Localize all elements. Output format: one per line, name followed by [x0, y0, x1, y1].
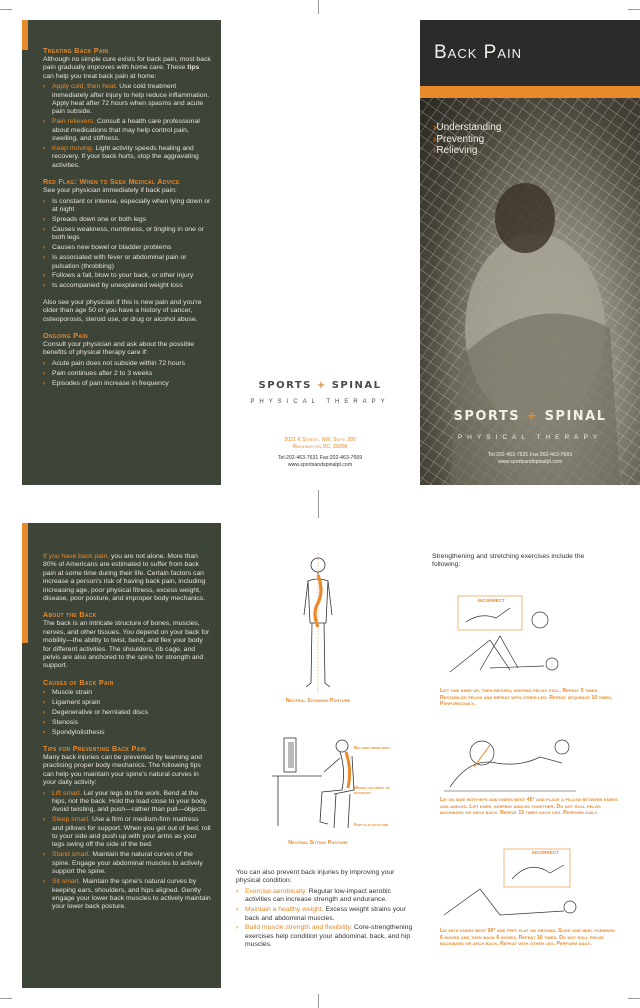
crop-mark [628, 998, 640, 999]
list-item: › Lift smart. Let your legs do the work. Bend at the hips, not the back. Hold the load close to your body. Avoid twisting, and push—rather than pull—objects. [43, 789, 208, 814]
cover-web[interactable]: www.sportsandspinalpt.com [497, 459, 563, 465]
list-item: › Sleep smart. Use a firm or medium-firm mattress and pillows for support. When you get out of bed, roll to your side and push up with your arms as your legs swing off the side of the bed. [43, 816, 211, 849]
incorrect-label: INCORRECT [478, 598, 505, 603]
exercises-intro [432, 553, 602, 570]
treating-intro: Although no simple cure exists for back pain, most back pain gradually improves with home care. These tips can help you treat back pain at home: [43, 56, 211, 80]
list-item: › Is accompanied by unexplained weight loss [43, 282, 183, 290]
list-item: › Follows a fall, blow to your back, or other injury [43, 272, 194, 280]
logo-word-spinal: SPINAL [331, 380, 382, 391]
standing-caption: Neutral Standing Posture [285, 698, 351, 704]
ongoing-heading: Ongoing Pain [43, 330, 88, 340]
list-item: › Causes weakness, numbness, or tingling in one or both legs [43, 225, 204, 242]
list-item: › Episodes of pain increase in frequency [43, 379, 169, 387]
logo-plus: + [316, 380, 327, 391]
crop-mark [318, 490, 319, 518]
exercises-intro-text: Strengthening and stretching exercises include the following: [432, 553, 585, 569]
logo-plus: + [526, 409, 539, 424]
causes-heading: Causes of Back Pain [43, 677, 114, 687]
list-item: › Sit smart. Maintain the spine's natural curves by keeping ears, shoulders, and hips aligned. Gently engage your lower back muscles to actively maintain your lower back posture. [43, 878, 211, 911]
tagline: ›Relieving [433, 145, 478, 156]
ongoing-section [43, 331, 211, 388]
list-item: › Build muscle strength and flexibility. Core-strengthening exercises help condition your abdominal, back, and hip muscles. [236, 924, 413, 949]
exercise-figure-1 [440, 592, 580, 682]
about-section [43, 610, 211, 670]
redflag-intro: See your physician immediately if back pain: [43, 187, 177, 195]
treating-section [43, 46, 211, 395]
prevent-intro: You can also prevent back injuries by improving your physical condition: [236, 869, 395, 885]
address-street: 2021 K Street, NW, Suite 300 [284, 437, 356, 443]
address-phone: Tel:202-463-7631 Fax:202-463-7669 [277, 455, 363, 461]
cover-phone: Tel:202-463-7631 Fax:202-463-7669 [487, 452, 573, 458]
list-item: › Stand smart. Maintain the natural curves of the spine. Engage your abdominal muscles to actively support the spine. [43, 851, 203, 876]
crop-mark [628, 9, 640, 10]
list-item: › Stenosis [43, 718, 79, 726]
address-block [222, 437, 418, 469]
logo-subtitle: PHYSICAL THERAPY [457, 434, 603, 441]
list-item: › Spreads down one or both legs [43, 216, 147, 223]
list-item: › Pain relievers. Consult a health care professional about medications that may help control pain, swelling, and stiffness. [43, 118, 200, 143]
tagline: ›Preventing [433, 133, 485, 145]
ongoing-intro: Consult your physician and ask about the possible benefits of physical therapy care if: [43, 340, 195, 357]
intro-paragraph: If you have back pain, you are not alone. More than 80% of Americans are estimated to suffer from back pain at some time during their life. Certain factors can increase a person's risk of having back pain, including increasing age, poor physical fitness, excess weight, disease, poor posture, and improper body mechanics. [43, 553, 206, 603]
list-item: › Maintain a healthy weight. Excess weight strains your back and abdominal muscles. [236, 906, 406, 922]
cover-orange-band [420, 86, 640, 98]
about-heading: About the Back [43, 610, 97, 620]
exercise-caption: Lie with knees bent 90° and feet flat on ground. Slide one heel forward 6 inches and then back 6 inches. Repeat 10 times. Do not roll pelvis backward or arch back. Repeat with other leg. Perform daily. [440, 928, 615, 947]
about-text: The back is an intricate structure of bones, muscles, nerves, and other tissues. You depend on your back for mobility—the ability to twist, bend, and flex your body for different activities. The shoulders, rib cage, and pelvis are also anchored to the spine for strength and support. [43, 620, 210, 670]
inside-left-content [43, 553, 211, 919]
crop-mark [318, 0, 319, 14]
standing-posture-figure [278, 553, 358, 693]
list-item: › Degenerative or herniated discs [43, 708, 148, 716]
cover-title: Back Pain [434, 42, 523, 63]
accent-stripe [22, 523, 28, 643]
logo-word-spinal: SPINAL [544, 409, 607, 424]
sit-label: Relaxed upper body [354, 745, 391, 750]
list-item: › Pain continues after 2 to 3 weeks [43, 369, 153, 377]
list-item: › Spondylolisthesis [43, 728, 105, 736]
exercise-figure-3 [440, 845, 580, 925]
sit-label: Weight on front of buttocks [354, 785, 390, 795]
logo-word-sports: SPORTS [453, 409, 521, 424]
address-city: Washington DC, 20006 [292, 444, 348, 450]
list-item: › Causes new bowel or bladder problems [43, 244, 172, 252]
list-item: › Exercise aerobically. Regular low-impact aerobic activities can increase strength and endurance. [236, 887, 392, 904]
crop-mark [318, 994, 319, 1008]
logo-word-sports: SPORTS [258, 380, 312, 391]
list-item: › Acute pain does not subside within 72 hours [43, 359, 186, 367]
address-web[interactable]: www.sportsandspinalpt.com [287, 462, 353, 468]
list-item: › Keep moving. Light activity speeds healing and recovery. If your back hurts, stop the aggravating activities. [43, 145, 199, 169]
prevent-section [236, 869, 414, 951]
accent-stripe [22, 20, 28, 50]
redflag-heading: Red Flag: When to Seek Medical Advice [43, 177, 180, 187]
treating-heading: Treating Back Pain [43, 46, 109, 55]
tips-intro: Many back injuries can be prevented by learning and practicing proper body mechanics. The following tips can help you maintain your spine's natural curves in your daily activity: [43, 753, 203, 787]
exercise-caption: Lie on side with hips and knees bent 45° and place a pillow between knees and ankles. Lift knee, keeping ankles together. Do not roll pelvis backward or arch back. Repeat 15 times each leg. Perform daily. [440, 797, 618, 816]
cover-title-bar [420, 20, 640, 86]
logo-subtitle: PHYSICAL THERAPY [250, 399, 390, 405]
list-item: › Muscle strain [43, 688, 93, 696]
redflag-section [43, 177, 211, 324]
list-item: › Apply cold, then heat. Use cold treatment immediately after injury to help reduce inflammation. Apply heat after 72 hours when spasms and acute pain subside. [43, 83, 210, 116]
list-item: › Is associated with fever or abdominal pain or pulsation (throbbing) [43, 254, 187, 270]
cover-logo [420, 409, 640, 441]
causes-section [43, 678, 211, 737]
tagline: ›Understanding [433, 122, 502, 133]
back-logo [222, 380, 418, 405]
crop-mark [0, 998, 12, 999]
redflag-also: Also see your physician if this is new pain and you're older than age 50 or you have a history of cancer, osteoporosis, steroid use, or drug or alcohol abuse. [43, 298, 202, 323]
tips-section [43, 744, 211, 912]
cover-taglines [433, 122, 553, 157]
sit-label: Feet flat on floor [354, 822, 389, 827]
list-item: › Is constant or intense, especially when lying down or at night [43, 197, 211, 214]
list-item: › Ligament sprain [43, 698, 101, 706]
cover-contact [420, 452, 640, 466]
tips-heading: Tips for Preventing Back Pain [43, 743, 147, 753]
exercise-caption: Lift one knee up, then return, keeping pelvis still. Repeat 5 times. Restabilize pelvis and repeat with other leg. Repeat sequence 10 times. Perform daily. [440, 688, 613, 707]
sitting-caption: Neutral Sitting Posture [288, 840, 348, 846]
incorrect-label: INCORRECT [532, 850, 559, 855]
exercise-figure-2 [440, 727, 580, 797]
crop-mark [0, 9, 12, 10]
